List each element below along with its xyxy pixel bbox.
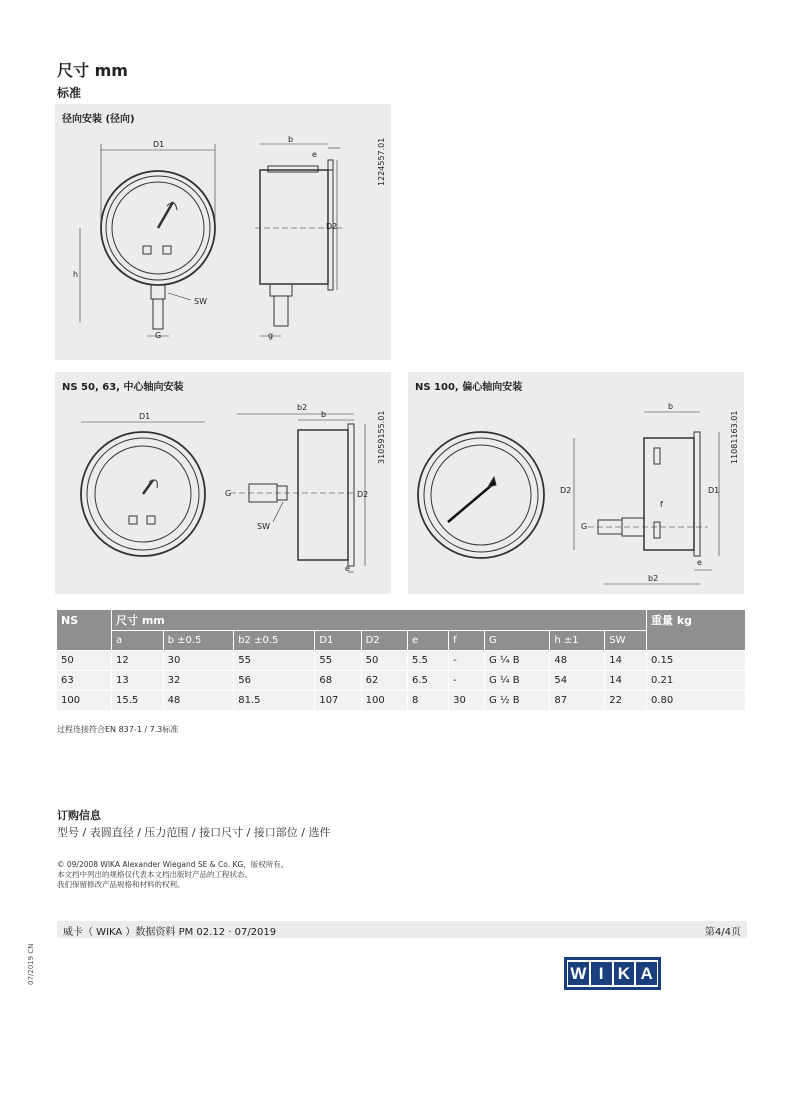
table-cell: 50 <box>57 650 111 670</box>
footer-left: 威卡（ WIKA ）数据资料 PM 02.12 · 07/2019 <box>63 927 277 938</box>
dim-label-e: e <box>345 564 350 573</box>
dim-label-D1: D1 <box>139 412 151 421</box>
wika-logo <box>564 957 661 990</box>
table-cell: G ½ B <box>484 690 549 710</box>
ns100-title: NS 100, 偏心轴向安装 <box>415 382 523 393</box>
sub-header: G <box>484 630 549 650</box>
table-cell: 55 <box>314 650 360 670</box>
table-row <box>57 670 745 690</box>
logo-letter: I <box>591 962 612 985</box>
col-weight-header: 重量 kg <box>646 610 745 630</box>
table-cell: 0.21 <box>646 670 745 690</box>
dim-label-h: h <box>73 270 79 279</box>
table-cell: 13 <box>111 670 163 690</box>
radial-drawing <box>55 104 391 360</box>
radial-mount-title: 径向安装 (径向) <box>62 114 135 125</box>
dim-label-G: G <box>155 331 162 340</box>
table-cell: 14 <box>604 650 646 670</box>
table-cell: 54 <box>549 670 604 690</box>
dim-label-e: e <box>312 150 317 159</box>
page-number: 第4/4页 <box>704 927 741 938</box>
table-cell: 12 <box>111 650 163 670</box>
table-cell: G ¼ B <box>484 650 549 670</box>
logo-letter: W <box>568 962 589 985</box>
dim-label-D1: D1 <box>153 140 165 149</box>
sub-header: f <box>448 630 484 650</box>
sub-header: D2 <box>361 630 407 650</box>
dim-label-SW: SW <box>194 297 207 306</box>
table-cell: 0.15 <box>646 650 745 670</box>
dim-label-e: e <box>697 558 702 567</box>
table-cell: 30 <box>448 690 484 710</box>
table-cell: 63 <box>57 670 111 690</box>
dim-label-D1: D1 <box>708 486 720 495</box>
table-cell: 55 <box>233 650 314 670</box>
dim-label-b2: b2 <box>297 403 308 412</box>
page-title: 尺寸 mm <box>57 61 128 80</box>
ns5063-title: NS 50, 63, 中心轴向安装 <box>62 382 184 393</box>
drawing-code: 31059155.01 <box>377 410 386 464</box>
table-cell: 48 <box>549 650 604 670</box>
table-cell: 5.5 <box>407 650 448 670</box>
standard-note: 过程连接符合EN 837-1 / 7.3标准 <box>57 725 179 734</box>
footer-bar <box>57 921 747 938</box>
dim-label-G: G <box>581 522 588 531</box>
radial-mount-panel <box>55 104 391 360</box>
copyright-line: © 09/2008 WIKA Alexander Wiegand SE & Co. KG，版权所有。 <box>57 860 289 869</box>
sub-header: b ±0.5 <box>163 630 234 650</box>
table-cell: 0.80 <box>646 690 745 710</box>
table-cell: 15.5 <box>111 690 163 710</box>
sub-header: b2 ±0.5 <box>233 630 314 650</box>
drawing-code: 1224557.01 <box>377 137 386 186</box>
table-cell: 22 <box>604 690 646 710</box>
table-cell: 8 <box>407 690 448 710</box>
dim-label-SW: SW <box>257 522 270 531</box>
table-cell: - <box>448 670 484 690</box>
table-cell: 30 <box>163 650 234 670</box>
dim-label-b: b <box>321 410 327 419</box>
ns5063-drawing <box>55 372 391 594</box>
dim-label-b2: b2 <box>648 574 659 583</box>
col-ns-header: NS <box>57 610 111 630</box>
table-cell: 100 <box>57 690 111 710</box>
dim-label-b: b <box>668 402 674 411</box>
table-cell: 62 <box>361 670 407 690</box>
dim-label-D2: D2 <box>326 222 338 231</box>
table-cell: 68 <box>314 670 360 690</box>
sub-header: a <box>111 630 163 650</box>
logo-letter: A <box>636 962 657 985</box>
ordering-title: 订购信息 <box>57 809 101 822</box>
table-cell: G ¼ B <box>484 670 549 690</box>
table-cell: 81.5 <box>233 690 314 710</box>
col-dims-header: 尺寸 mm <box>111 610 646 630</box>
ns100-drawing <box>408 372 744 594</box>
table-row <box>57 690 745 710</box>
ns5063-panel <box>55 372 391 594</box>
sub-header: h ±1 <box>549 630 604 650</box>
table-cell: 56 <box>233 670 314 690</box>
dim-label-g: g <box>268 331 274 340</box>
dim-label-D2: D2 <box>357 490 369 499</box>
table-cell: 6.5 <box>407 670 448 690</box>
ns100-panel <box>408 372 744 594</box>
table-cell: 107 <box>314 690 360 710</box>
table-cell: - <box>448 650 484 670</box>
copyright-line: 我们保留修改产品规格和材料的权利。 <box>57 880 185 889</box>
logo-letter: K <box>614 962 635 985</box>
table-cell: 32 <box>163 670 234 690</box>
table-cell: 14 <box>604 670 646 690</box>
sub-header: D1 <box>314 630 360 650</box>
dim-label-D2: D2 <box>560 486 572 495</box>
dim-label-G: G <box>225 489 232 498</box>
dim-label-b: b <box>288 135 294 144</box>
page-subtitle: 标准 <box>57 86 82 100</box>
dim-label-f: f <box>660 500 663 509</box>
side-date-label: 07/2019 CN <box>27 943 35 985</box>
table-cell: 100 <box>361 690 407 710</box>
drawing-code: 11081163.01 <box>730 410 739 464</box>
sub-header: e <box>407 630 448 650</box>
table-cell: 87 <box>549 690 604 710</box>
ordering-text: 型号 / 表圆直径 / 压力范围 / 接口尺寸 / 接口部位 / 选件 <box>57 826 331 839</box>
copyright-line: 本文档中列出的规格仅代表本文档出版时产品的工程状态。 <box>57 870 252 879</box>
sub-header: SW <box>604 630 646 650</box>
table-cell: 48 <box>163 690 234 710</box>
dimensions-table <box>57 610 745 710</box>
table-row <box>57 650 745 670</box>
table-cell: 50 <box>361 650 407 670</box>
